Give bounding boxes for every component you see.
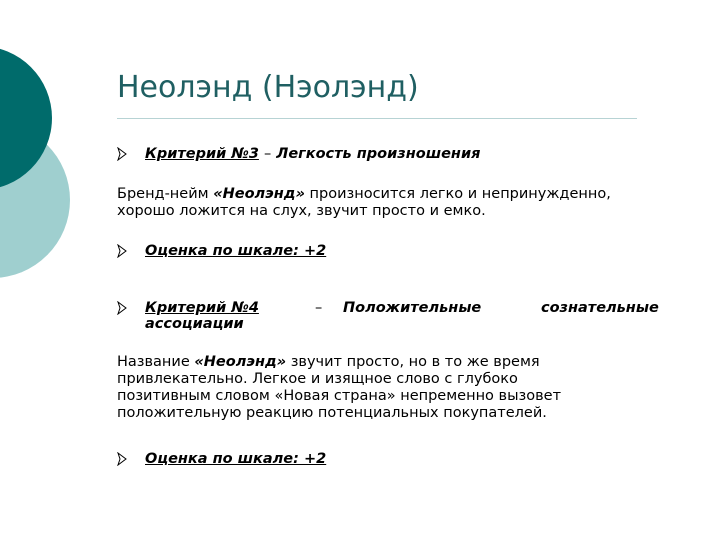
bullet-criterion-4 [117,300,677,334]
criterion-3-dash: – [263,146,272,162]
paragraph-1-line-1 [117,186,677,203]
title-divider [117,118,637,119]
paragraph-1-line-2: хорошо ложится на слух, звучит просто и емко. [117,203,486,219]
paragraph-2-brand-name: «Неолэнд» [194,354,287,370]
criterion-4-word-2: сознательные [541,300,659,316]
arrow-bullet-icon [117,301,127,315]
paragraph-1-brand-name: «Неолэнд» [213,186,305,202]
criterion-4-label: Критерий №4 [145,300,259,316]
arrow-bullet-icon [117,452,127,466]
score-2-text: Оценка по шкале: +2 [145,451,327,467]
criterion-3-label: Критерий №3 [145,146,259,162]
criterion-4-dash: – [315,300,323,316]
arrow-bullet-icon [117,147,127,161]
paragraph-2-line-4: положительную реакцию потенциальных покупателей. [117,405,547,421]
score-1-text: Оценка по шкале: +2 [145,243,327,259]
paragraph-1-suffix: произносится легко и непринужденно, [304,186,611,202]
arrow-bullet-icon [117,244,127,258]
paragraph-1 [117,186,677,220]
slide-title: Неолэнд (Нэолэнд) [117,70,419,105]
decorative-circles [0,0,120,300]
paragraph-2-line-1 [117,354,677,371]
paragraph-2-line-3: позитивным словом «Новая страна» непременно вызовет [117,388,562,404]
paragraph-2-line-2: привлекательно. Легкое и изящное слово с глубоко [117,371,518,387]
criterion-4-word-1: Положительные [343,300,482,316]
paragraph-2 [117,354,677,422]
criterion-3-title: Легкость произношения [276,146,481,162]
paragraph-2-suffix: звучит просто, но в то же время [286,354,540,370]
paragraph-1-prefix: Бренд-нейм [117,186,214,202]
paragraph-2-prefix: Название [117,354,195,370]
criterion-3-text [145,146,480,162]
criterion-4-line-2: ассоциации [145,316,244,332]
